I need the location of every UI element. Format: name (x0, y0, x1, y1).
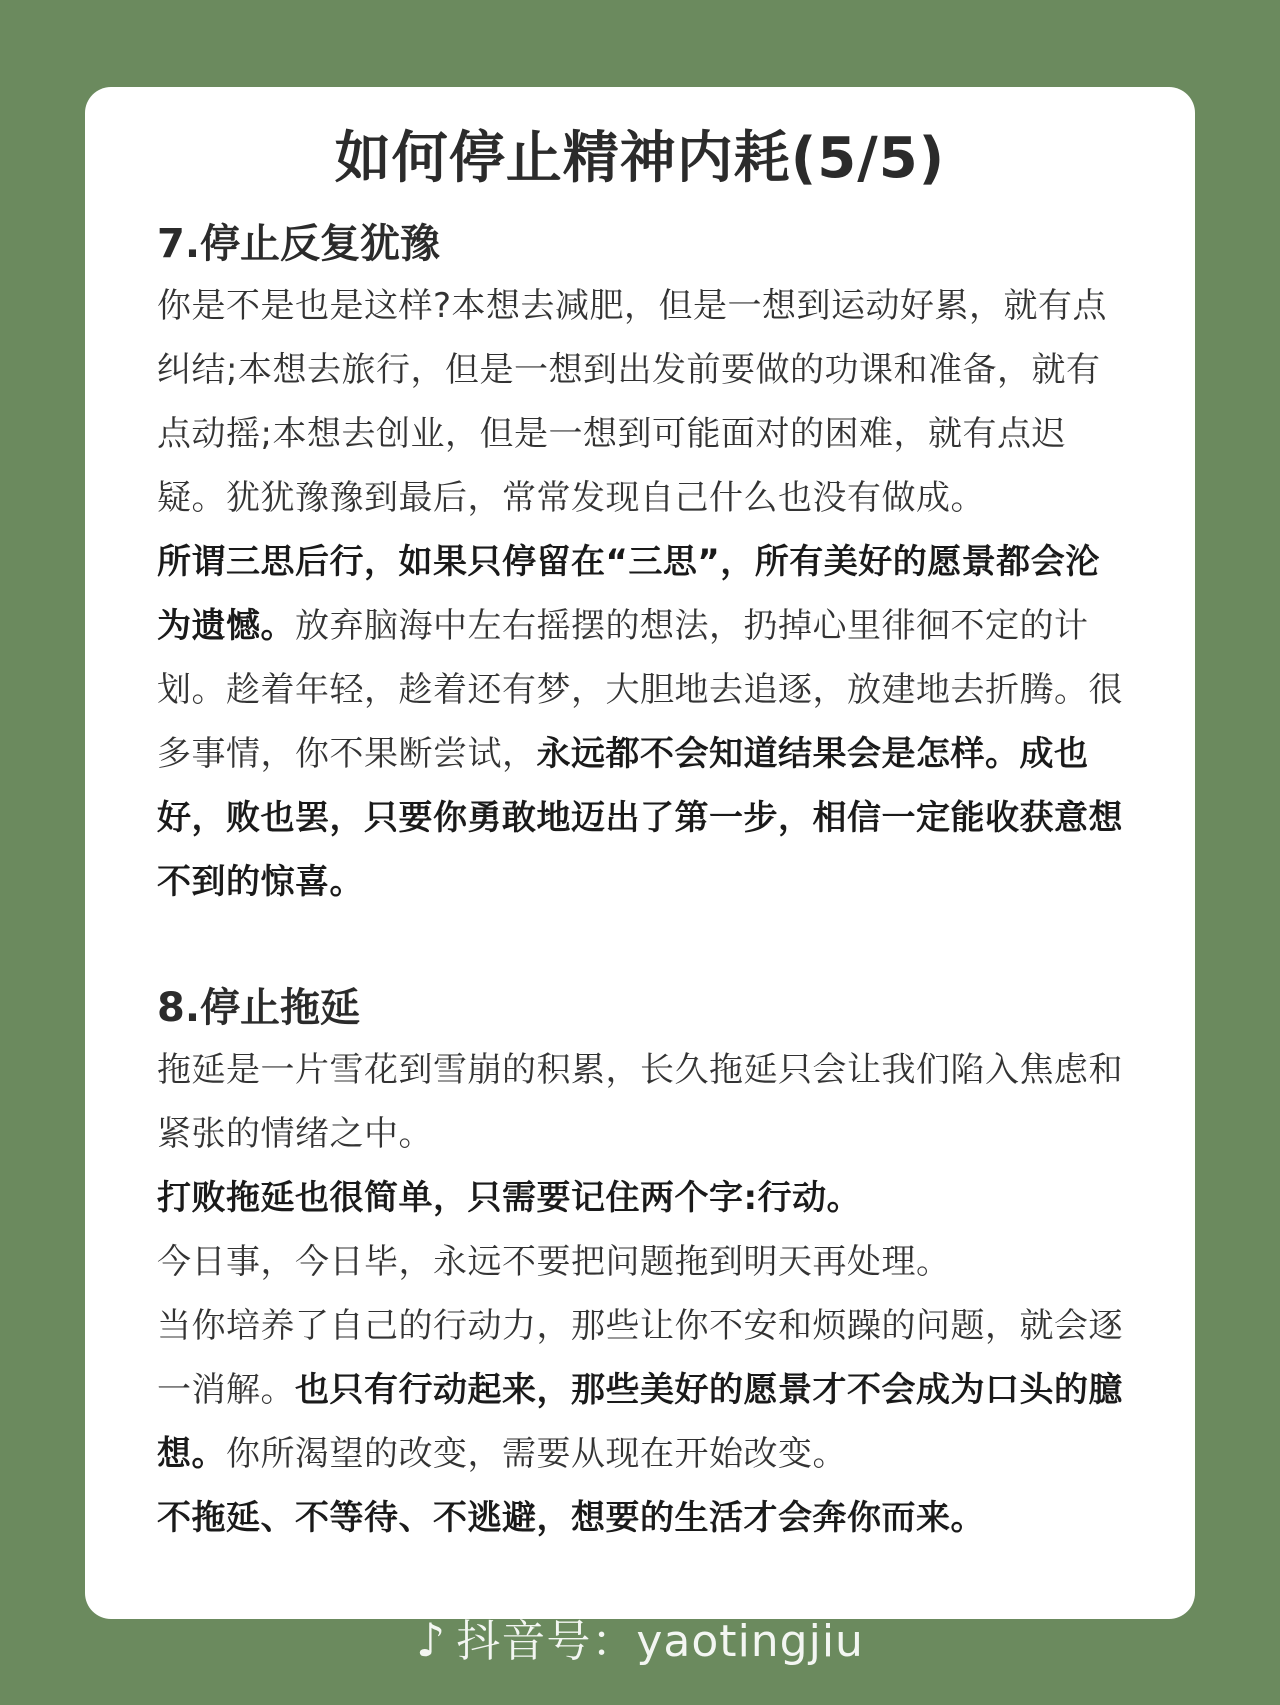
section-7-bold-1: 所谓三思后行，如果只停留在“三思”，所有美好的愿景都会沦为遗憾。 (157, 541, 1100, 646)
section-7-bold-2: 永远都不会知道结果会是怎样。成也好，败也罢，只要你勇敢地迈出了第一步，相信一定能收获意想不到的惊喜。 (157, 733, 1123, 902)
section-7-normal: 放弃脑海中左右摇摆的想法，扔掉心里徘徊不定的计划。趁着年轻，趁着还有梦，大胆地去追逐，放建地去折腾。很多事情，你不果断尝试， (157, 605, 1123, 774)
section-7 (157, 214, 1123, 914)
watermark-text: 抖音号：yaotingjiu (456, 1616, 864, 1667)
section-8-bold-2: 打败拖延也很简单，只需要记住两个字:行动。 (157, 1177, 862, 1218)
watermark (0, 1605, 1280, 1669)
content-card (85, 87, 1195, 1619)
section-8-bold-4: 也只有行动起来，那些美好的愿景才不会成为口头的臆想。 (157, 1369, 1123, 1474)
section-spacer (157, 914, 1123, 978)
section-7-paragraph-1: 你是不是也是这样?本想去减肥，但是一想到运动好累，就有点纠结;本想去旅行，但是一想到出发前要做的功课和准备，就有点动摇;本想去创业，但是一想到可能面对的困难，就有点迟疑。犹犹豫豫到最后，常常发现自己什么也没有做成。 (157, 285, 1108, 518)
page-title: 如何停止精神内耗(5/5) (334, 126, 946, 191)
section-8-paragraph-4 (157, 1294, 1123, 1486)
section-8-paragraph-5 (157, 1486, 1123, 1550)
section-8-heading: 8.停止拖延 (157, 984, 361, 1031)
section-7-heading: 7.停止反复犹豫 (157, 220, 441, 267)
section-8-normal-4b: 你所渴望的改变，需要从现在开始改变。 (226, 1433, 847, 1474)
section-8 (157, 978, 1123, 1550)
section-7-paragraph-2 (157, 530, 1123, 914)
section-8-paragraph-1: 拖延是一片雪花到雪崩的积累，长久拖延只会让我们陷入焦虑和紧张的情绪之中。 (157, 1049, 1123, 1154)
tiktok-logo-icon: ♪ (416, 1613, 447, 1667)
section-8-normal-4a: 当你培养了自己的行动力，那些让你不安和烦躁的问题，就会逐一消解。 (157, 1305, 1123, 1410)
section-8-paragraph-2 (157, 1166, 1123, 1230)
section-8-bold-5: 不拖延、不等待、不逃避，想要的生活才会奔你而来。 (157, 1497, 985, 1538)
section-8-paragraph-3: 今日事，今日毕，永远不要把问题拖到明天再处理。 (157, 1241, 951, 1282)
